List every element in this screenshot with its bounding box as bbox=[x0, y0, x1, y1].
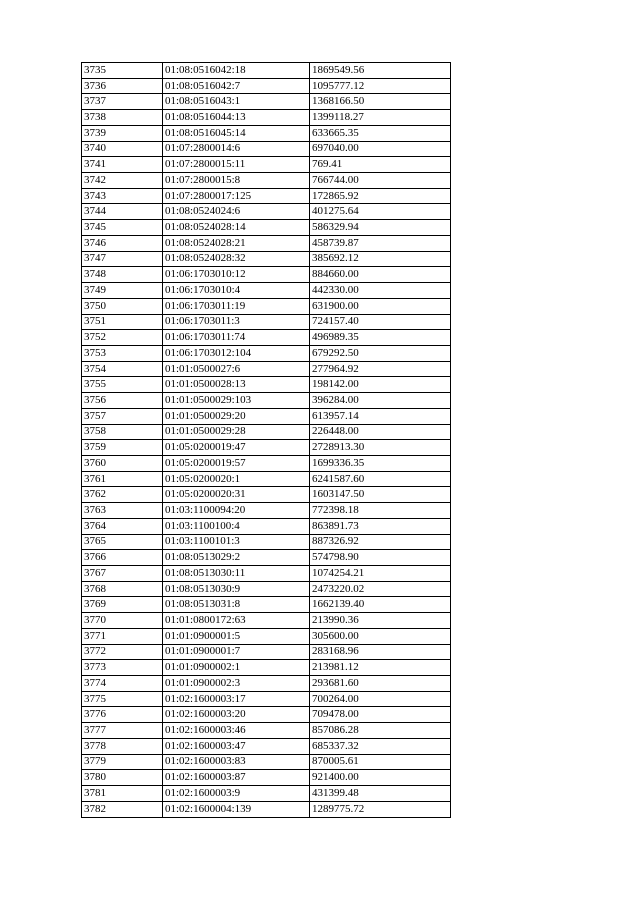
row-number-cell: 3760 bbox=[82, 455, 163, 471]
table-row bbox=[82, 613, 451, 629]
cadastral-number-cell: 01:02:1600003:46 bbox=[163, 723, 310, 739]
cadastral-number-cell: 01:06:1703011:19 bbox=[163, 298, 310, 314]
value-cell: 396284.00 bbox=[310, 393, 451, 409]
row-number-cell: 3768 bbox=[82, 581, 163, 597]
table-row bbox=[82, 487, 451, 503]
value-cell: 198142.00 bbox=[310, 377, 451, 393]
cadastral-number-cell: 01:02:1600003:87 bbox=[163, 770, 310, 786]
cadastral-number-cell: 01:01:0800172:63 bbox=[163, 613, 310, 629]
cadastral-number-cell: 01:02:1600003:20 bbox=[163, 707, 310, 723]
value-cell: 921400.00 bbox=[310, 770, 451, 786]
table-row bbox=[82, 283, 451, 299]
cadastral-number-cell: 01:01:0500029:20 bbox=[163, 408, 310, 424]
table-row bbox=[82, 644, 451, 660]
value-cell: 1095777.12 bbox=[310, 78, 451, 94]
row-number-cell: 3771 bbox=[82, 628, 163, 644]
table-row bbox=[82, 801, 451, 817]
cadastral-number-cell: 01:07:2800015:8 bbox=[163, 173, 310, 189]
table-row bbox=[82, 204, 451, 220]
cadastral-number-cell: 01:07:2800014:6 bbox=[163, 141, 310, 157]
table-row bbox=[82, 330, 451, 346]
value-cell: 213981.12 bbox=[310, 660, 451, 676]
cadastral-number-cell: 01:05:0200019:57 bbox=[163, 455, 310, 471]
cadastral-number-cell: 01:01:0900001:5 bbox=[163, 628, 310, 644]
table-row bbox=[82, 786, 451, 802]
cadastral-number-cell: 01:02:1600003:17 bbox=[163, 691, 310, 707]
row-number-cell: 3742 bbox=[82, 173, 163, 189]
value-cell: 1869549.56 bbox=[310, 63, 451, 79]
cadastral-number-cell: 01:06:1703010:4 bbox=[163, 283, 310, 299]
cadastral-number-cell: 01:06:1703011:3 bbox=[163, 314, 310, 330]
table-row bbox=[82, 503, 451, 519]
value-cell: 679292.50 bbox=[310, 345, 451, 361]
row-number-cell: 3740 bbox=[82, 141, 163, 157]
table-row bbox=[82, 770, 451, 786]
row-number-cell: 3773 bbox=[82, 660, 163, 676]
data-table bbox=[81, 62, 451, 818]
table-row bbox=[82, 597, 451, 613]
cadastral-number-cell: 01:01:0900001:7 bbox=[163, 644, 310, 660]
table-row bbox=[82, 471, 451, 487]
table-row bbox=[82, 141, 451, 157]
cadastral-number-cell: 01:02:1600003:47 bbox=[163, 738, 310, 754]
table-row bbox=[82, 251, 451, 267]
row-number-cell: 3776 bbox=[82, 707, 163, 723]
cadastral-number-cell: 01:01:0500029:28 bbox=[163, 424, 310, 440]
row-number-cell: 3769 bbox=[82, 597, 163, 613]
cadastral-number-cell: 01:08:0513031:8 bbox=[163, 597, 310, 613]
cadastral-number-cell: 01:03:1100101:3 bbox=[163, 534, 310, 550]
value-cell: 1368166.50 bbox=[310, 94, 451, 110]
table-row bbox=[82, 754, 451, 770]
cadastral-number-cell: 01:08:0516042:7 bbox=[163, 78, 310, 94]
table-row bbox=[82, 314, 451, 330]
cadastral-number-cell: 01:01:0500028:13 bbox=[163, 377, 310, 393]
value-cell: 766744.00 bbox=[310, 173, 451, 189]
value-cell: 1289775.72 bbox=[310, 801, 451, 817]
row-number-cell: 3747 bbox=[82, 251, 163, 267]
cadastral-number-cell: 01:07:2800015:11 bbox=[163, 157, 310, 173]
table-row bbox=[82, 723, 451, 739]
value-cell: 870005.61 bbox=[310, 754, 451, 770]
value-cell: 283168.96 bbox=[310, 644, 451, 660]
value-cell: 277964.92 bbox=[310, 361, 451, 377]
value-cell: 6241587.60 bbox=[310, 471, 451, 487]
cadastral-number-cell: 01:08:0516043:1 bbox=[163, 94, 310, 110]
cadastral-number-cell: 01:02:1600003:9 bbox=[163, 786, 310, 802]
table-row bbox=[82, 738, 451, 754]
row-number-cell: 3750 bbox=[82, 298, 163, 314]
row-number-cell: 3766 bbox=[82, 550, 163, 566]
table-row bbox=[82, 125, 451, 141]
value-cell: 709478.00 bbox=[310, 707, 451, 723]
value-cell: 1074254.21 bbox=[310, 566, 451, 582]
cadastral-number-cell: 01:08:0524028:21 bbox=[163, 235, 310, 251]
row-number-cell: 3767 bbox=[82, 566, 163, 582]
cadastral-number-cell: 01:06:1703012:104 bbox=[163, 345, 310, 361]
cadastral-number-cell: 01:01:0500029:103 bbox=[163, 393, 310, 409]
cadastral-number-cell: 01:05:0200020:31 bbox=[163, 487, 310, 503]
row-number-cell: 3781 bbox=[82, 786, 163, 802]
row-number-cell: 3748 bbox=[82, 267, 163, 283]
table-row bbox=[82, 566, 451, 582]
table-row bbox=[82, 110, 451, 126]
cadastral-number-cell: 01:08:0513030:9 bbox=[163, 581, 310, 597]
row-number-cell: 3744 bbox=[82, 204, 163, 220]
value-cell: 574798.90 bbox=[310, 550, 451, 566]
table-row bbox=[82, 267, 451, 283]
row-number-cell: 3779 bbox=[82, 754, 163, 770]
row-number-cell: 3759 bbox=[82, 440, 163, 456]
table-row bbox=[82, 660, 451, 676]
value-cell: 884660.00 bbox=[310, 267, 451, 283]
value-cell: 1399118.27 bbox=[310, 110, 451, 126]
cadastral-number-cell: 01:06:1703011:74 bbox=[163, 330, 310, 346]
table-row bbox=[82, 581, 451, 597]
value-cell: 293681.60 bbox=[310, 676, 451, 692]
table-row bbox=[82, 173, 451, 189]
row-number-cell: 3778 bbox=[82, 738, 163, 754]
table-row bbox=[82, 691, 451, 707]
value-cell: 613957.14 bbox=[310, 408, 451, 424]
table-row bbox=[82, 188, 451, 204]
value-cell: 697040.00 bbox=[310, 141, 451, 157]
cadastral-number-cell: 01:08:0516042:18 bbox=[163, 63, 310, 79]
table-row bbox=[82, 518, 451, 534]
value-cell: 172865.92 bbox=[310, 188, 451, 204]
table-row bbox=[82, 345, 451, 361]
table-row bbox=[82, 455, 451, 471]
value-cell: 863891.73 bbox=[310, 518, 451, 534]
table-row bbox=[82, 235, 451, 251]
cadastral-number-cell: 01:06:1703010:12 bbox=[163, 267, 310, 283]
cadastral-number-cell: 01:05:0200020:1 bbox=[163, 471, 310, 487]
table-row bbox=[82, 157, 451, 173]
row-number-cell: 3758 bbox=[82, 424, 163, 440]
row-number-cell: 3762 bbox=[82, 487, 163, 503]
value-cell: 496989.35 bbox=[310, 330, 451, 346]
value-cell: 586329.94 bbox=[310, 220, 451, 236]
value-cell: 1699336.35 bbox=[310, 455, 451, 471]
row-number-cell: 3739 bbox=[82, 125, 163, 141]
row-number-cell: 3772 bbox=[82, 644, 163, 660]
value-cell: 700264.00 bbox=[310, 691, 451, 707]
value-cell: 213990.36 bbox=[310, 613, 451, 629]
cadastral-number-cell: 01:02:1600003:83 bbox=[163, 754, 310, 770]
row-number-cell: 3749 bbox=[82, 283, 163, 299]
row-number-cell: 3752 bbox=[82, 330, 163, 346]
cadastral-number-cell: 01:03:1100094:20 bbox=[163, 503, 310, 519]
cadastral-number-cell: 01:03:1100100:4 bbox=[163, 518, 310, 534]
row-number-cell: 3775 bbox=[82, 691, 163, 707]
table-row bbox=[82, 440, 451, 456]
table-row bbox=[82, 361, 451, 377]
cadastral-number-cell: 01:01:0900002:3 bbox=[163, 676, 310, 692]
row-number-cell: 3770 bbox=[82, 613, 163, 629]
table-row bbox=[82, 408, 451, 424]
cadastral-number-cell: 01:05:0200019:47 bbox=[163, 440, 310, 456]
value-cell: 401275.64 bbox=[310, 204, 451, 220]
row-number-cell: 3782 bbox=[82, 801, 163, 817]
value-cell: 887326.92 bbox=[310, 534, 451, 550]
row-number-cell: 3746 bbox=[82, 235, 163, 251]
cadastral-number-cell: 01:08:0524028:32 bbox=[163, 251, 310, 267]
cadastral-number-cell: 01:08:0524028:14 bbox=[163, 220, 310, 236]
cadastral-number-cell: 01:08:0524024:6 bbox=[163, 204, 310, 220]
value-cell: 305600.00 bbox=[310, 628, 451, 644]
value-cell: 442330.00 bbox=[310, 283, 451, 299]
value-cell: 685337.32 bbox=[310, 738, 451, 754]
value-cell: 226448.00 bbox=[310, 424, 451, 440]
table-row bbox=[82, 676, 451, 692]
table-body bbox=[82, 63, 451, 818]
row-number-cell: 3737 bbox=[82, 94, 163, 110]
row-number-cell: 3754 bbox=[82, 361, 163, 377]
row-number-cell: 3764 bbox=[82, 518, 163, 534]
value-cell: 724157.40 bbox=[310, 314, 451, 330]
table-row bbox=[82, 377, 451, 393]
value-cell: 431399.48 bbox=[310, 786, 451, 802]
table-row bbox=[82, 393, 451, 409]
row-number-cell: 3763 bbox=[82, 503, 163, 519]
row-number-cell: 3743 bbox=[82, 188, 163, 204]
value-cell: 633665.35 bbox=[310, 125, 451, 141]
value-cell: 631900.00 bbox=[310, 298, 451, 314]
cadastral-number-cell: 01:08:0516044:13 bbox=[163, 110, 310, 126]
table-row bbox=[82, 78, 451, 94]
row-number-cell: 3765 bbox=[82, 534, 163, 550]
cadastral-number-cell: 01:08:0516045:14 bbox=[163, 125, 310, 141]
table-row bbox=[82, 550, 451, 566]
value-cell: 458739.87 bbox=[310, 235, 451, 251]
value-cell: 772398.18 bbox=[310, 503, 451, 519]
value-cell: 385692.12 bbox=[310, 251, 451, 267]
table-row bbox=[82, 707, 451, 723]
row-number-cell: 3753 bbox=[82, 345, 163, 361]
row-number-cell: 3745 bbox=[82, 220, 163, 236]
table-row bbox=[82, 63, 451, 79]
cadastral-number-cell: 01:07:2800017:125 bbox=[163, 188, 310, 204]
cadastral-number-cell: 01:01:0500027:6 bbox=[163, 361, 310, 377]
table-row bbox=[82, 424, 451, 440]
row-number-cell: 3780 bbox=[82, 770, 163, 786]
table-row bbox=[82, 628, 451, 644]
row-number-cell: 3757 bbox=[82, 408, 163, 424]
cadastral-number-cell: 01:08:0513030:11 bbox=[163, 566, 310, 582]
row-number-cell: 3736 bbox=[82, 78, 163, 94]
cadastral-number-cell: 01:02:1600004:139 bbox=[163, 801, 310, 817]
row-number-cell: 3755 bbox=[82, 377, 163, 393]
table-row bbox=[82, 534, 451, 550]
value-cell: 769.41 bbox=[310, 157, 451, 173]
value-cell: 2728913.30 bbox=[310, 440, 451, 456]
value-cell: 1603147.50 bbox=[310, 487, 451, 503]
cadastral-number-cell: 01:01:0900002:1 bbox=[163, 660, 310, 676]
table-row bbox=[82, 94, 451, 110]
table-row bbox=[82, 220, 451, 236]
row-number-cell: 3774 bbox=[82, 676, 163, 692]
row-number-cell: 3738 bbox=[82, 110, 163, 126]
row-number-cell: 3756 bbox=[82, 393, 163, 409]
value-cell: 857086.28 bbox=[310, 723, 451, 739]
value-cell: 2473220.02 bbox=[310, 581, 451, 597]
row-number-cell: 3741 bbox=[82, 157, 163, 173]
value-cell: 1662139.40 bbox=[310, 597, 451, 613]
cadastral-number-cell: 01:08:0513029:2 bbox=[163, 550, 310, 566]
table-row bbox=[82, 298, 451, 314]
row-number-cell: 3777 bbox=[82, 723, 163, 739]
row-number-cell: 3751 bbox=[82, 314, 163, 330]
row-number-cell: 3735 bbox=[82, 63, 163, 79]
row-number-cell: 3761 bbox=[82, 471, 163, 487]
